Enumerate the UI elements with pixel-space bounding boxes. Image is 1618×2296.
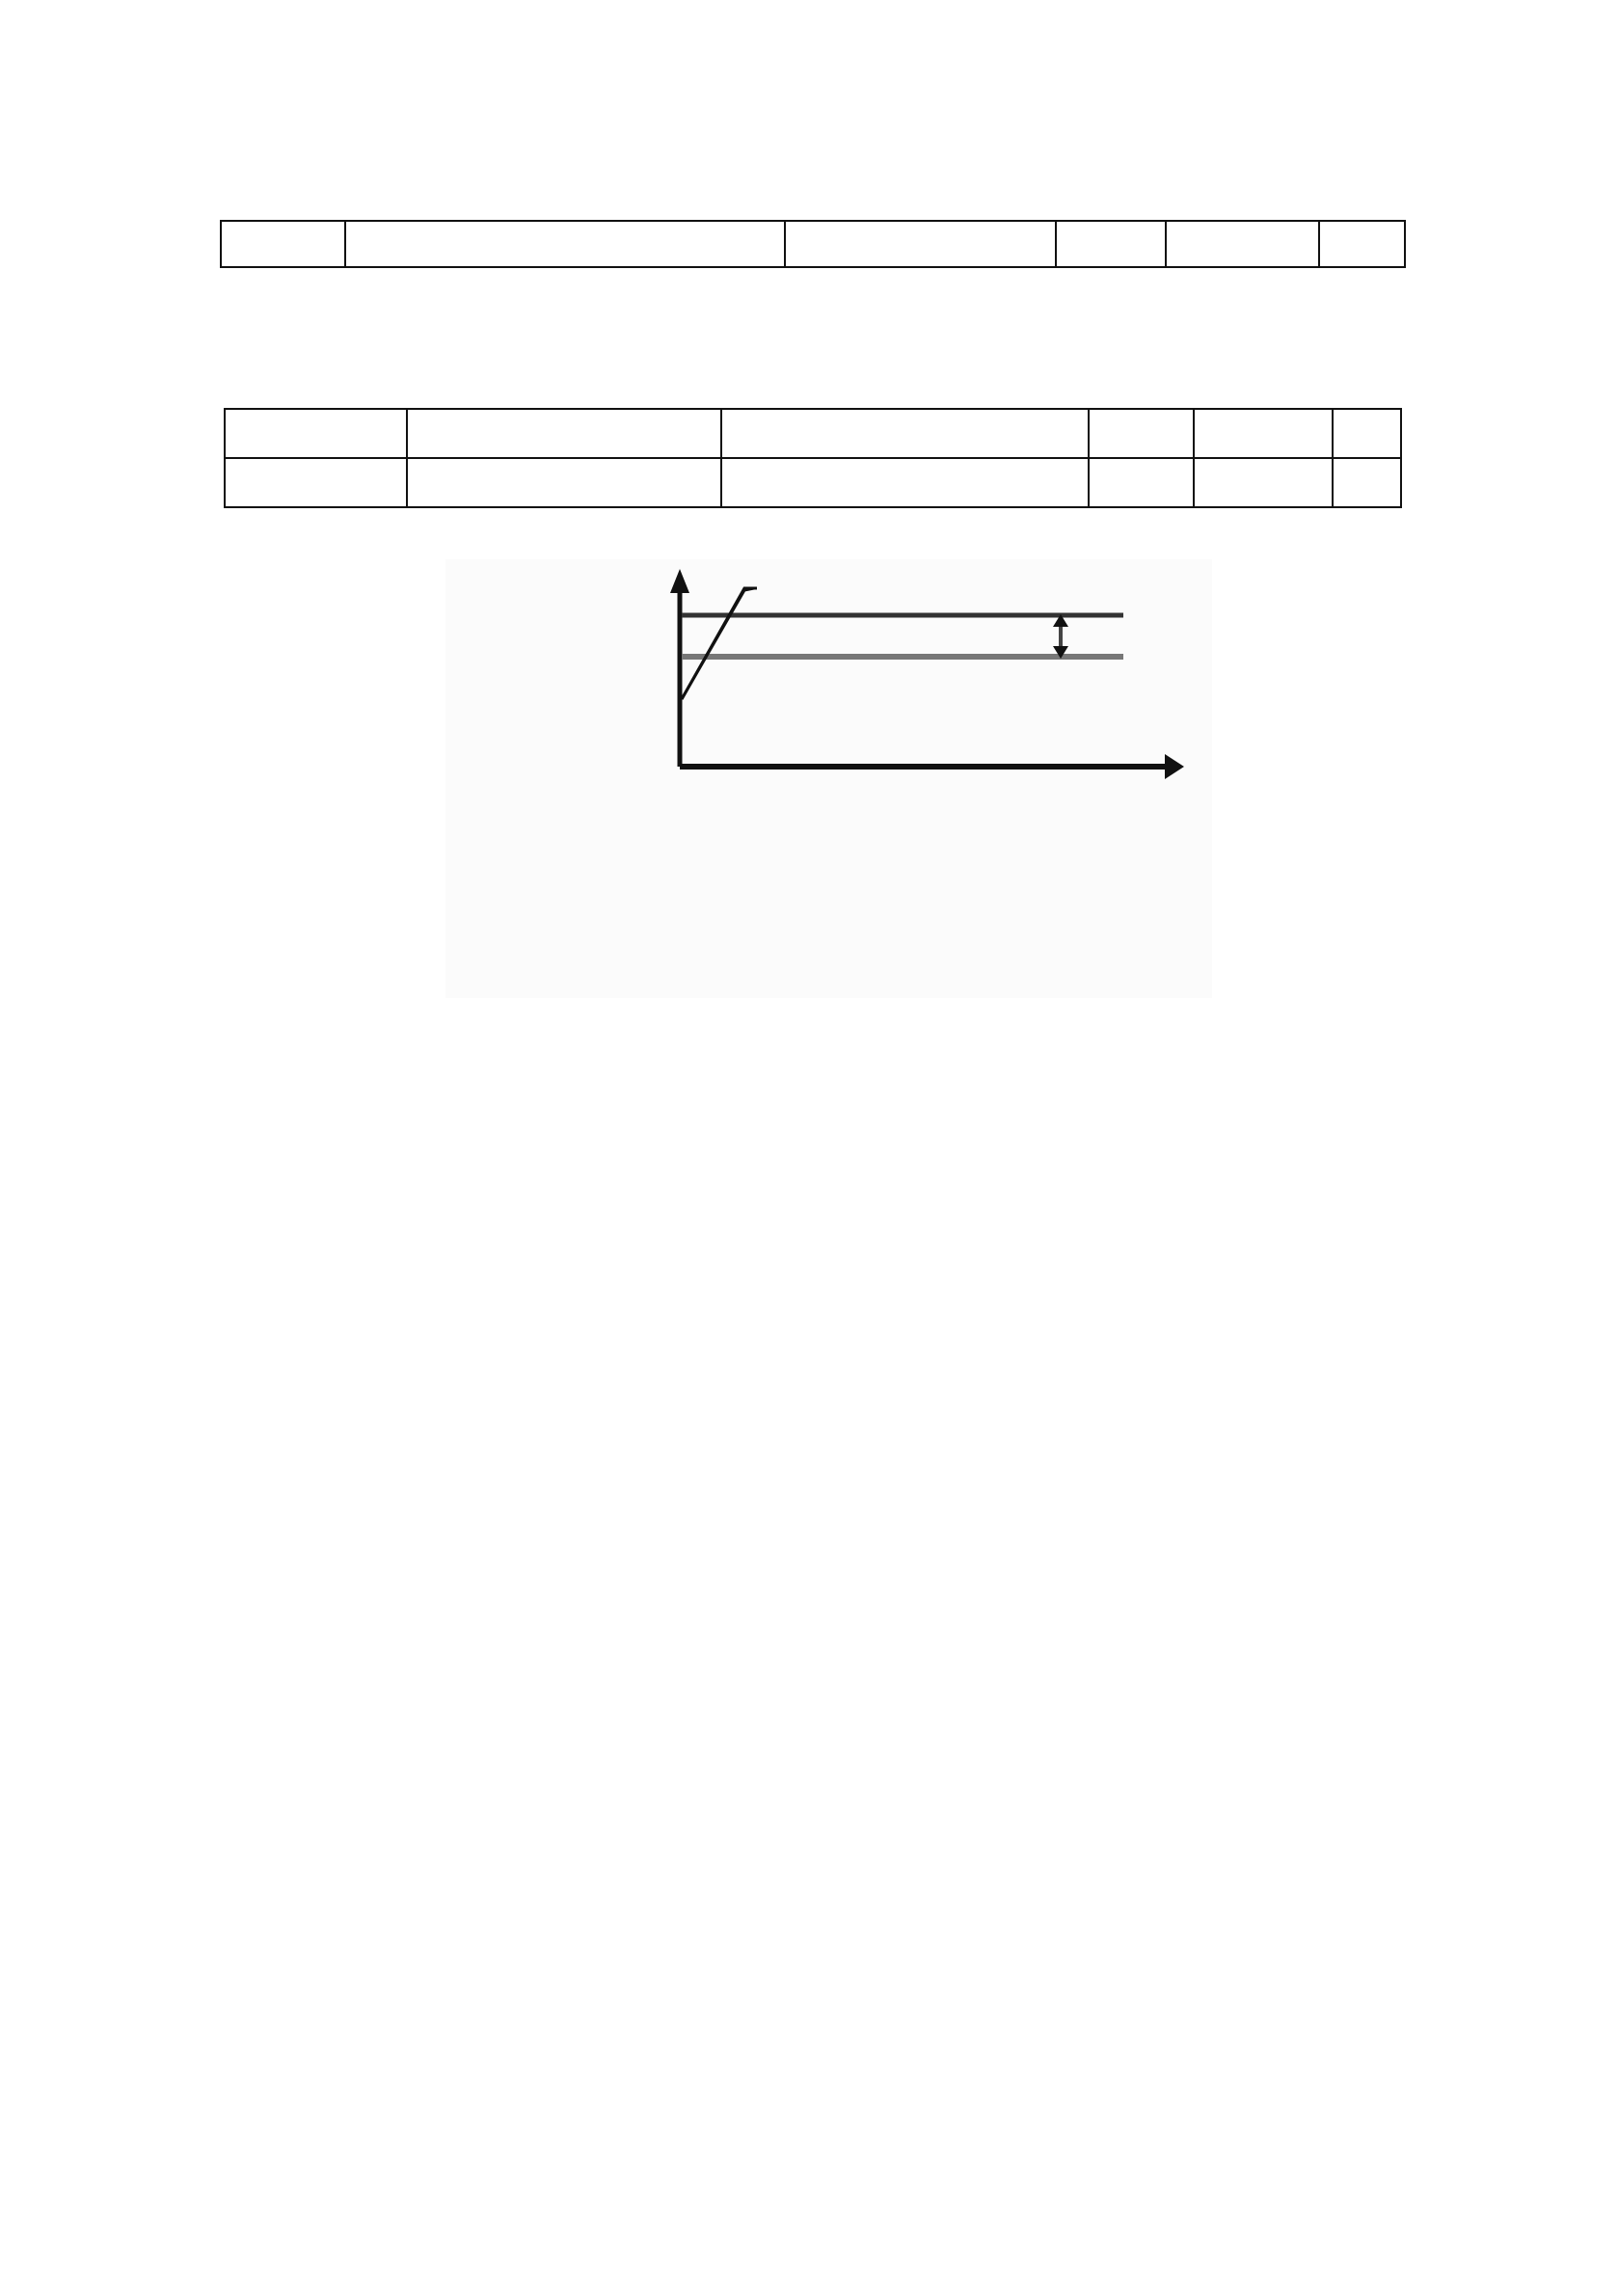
param-code xyxy=(225,458,407,507)
table-row xyxy=(225,458,1401,507)
figure-5-17-fdt-level xyxy=(424,550,1215,1003)
param-default xyxy=(1166,221,1319,267)
param-name xyxy=(345,221,785,267)
param-table-p8-13-14 xyxy=(224,408,1402,508)
param-modify xyxy=(1333,458,1401,507)
param-range xyxy=(785,221,1056,267)
param-code xyxy=(225,409,407,458)
param-range xyxy=(721,458,1089,507)
param-default xyxy=(1194,458,1333,507)
param-code xyxy=(221,221,345,267)
param-modify xyxy=(1319,221,1405,267)
table-row xyxy=(225,409,1401,458)
param-modify xyxy=(1333,409,1401,458)
param-range xyxy=(721,409,1089,458)
param-unit xyxy=(1089,458,1194,507)
param-default xyxy=(1194,409,1333,458)
param-name xyxy=(407,458,721,507)
param-unit xyxy=(1089,409,1194,458)
param-unit xyxy=(1056,221,1166,267)
table-row xyxy=(221,221,1405,267)
param-table-p8-12 xyxy=(220,220,1406,268)
param-name xyxy=(407,409,721,458)
